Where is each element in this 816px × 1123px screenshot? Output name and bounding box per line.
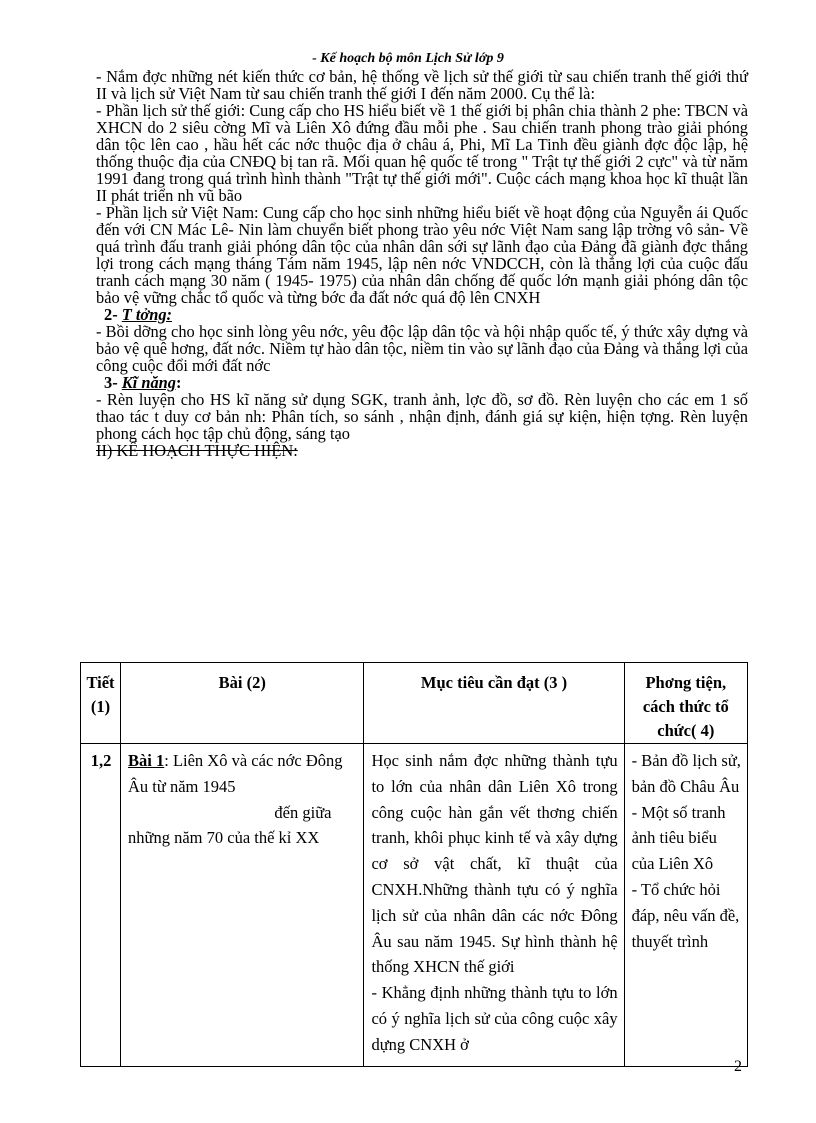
section-number: 3- <box>104 373 122 392</box>
document-header: - Kế hoạch bộ môn Lịch Sử lớp 9 <box>312 51 504 66</box>
section-number: 2- <box>104 305 122 324</box>
paragraph-skills: - Rèn luyện cho HS kĩ năng sử dụng SGK, tranh ảnh, lợc đồ, sơ đồ. Rèn luyện cho các em 1 số thao tác t duy cơ bản nh: Phân tích, so sánh , nhận định, đánh giá sự kiện, hiện tợng. Rèn luyện phong cách học tập chủ động, sáng tạo <box>96 390 748 443</box>
cell-tiet: 1,2 <box>81 744 121 1067</box>
table-row <box>81 744 748 1067</box>
paragraph-overview: - Nắm đợc những nét kiến thức cơ bản, hệ thống về lịch sử thế giới từ sau chiến tranh thế giới thứ II và lịch sử Việt Nam từ sau chiến tranh thế giới I đến năm 2000. Cụ thể là: <box>96 67 748 103</box>
muc-tieu-text1: Học sinh nắm đợc những thành tựu to lớn của nhân dân Liên Xô trong công cuộc hàn gắn vết thơng chiến tranh, khôi phục kinh tế và xây dựng cơ sở vật chất, kĩ thuật của CNXH.Những thành tựu có ý nghĩa lịch sử của nhân dân các nớc Đông Âu sau năm 1945. Sự hình thành hệ thống XHCN thế giới <box>371 751 618 977</box>
section-heading-thought <box>96 306 748 323</box>
section-colon: : <box>175 373 182 392</box>
header-bai: Bài (2) <box>121 663 364 744</box>
section-title: T tởng: <box>121 305 172 324</box>
section-title: Kĩ năng <box>121 373 176 392</box>
paragraph-thought: - Bồi dỡng cho học sinh lòng yêu nớc, yêu độc lập dân tộc và hội nhập quốc tế, ý thức xây dựng và bảo vệ quê hơng, đất nớc. Niềm tự hào dân tộc, niềm tin vào sự lãnh đạo của Đảng và thắng lợi của công cuộc đổi mới đất nớc <box>96 322 748 375</box>
paragraph-world-history: - Phần lịch sử thế giới: Cung cấp cho HS hiểu biết về 1 thế giới bị phân chia thành 2 phe: TBCN và XHCN do 2 siêu cờng Mĩ và Liên Xô đứng đầu mỗi phe . Sau chiến tranh phong trào giải phóng dân tộc lên cao , hầu hết các nớc thuộc địa ở châu á, Phi, Mĩ La Tinh đều giành đợc độc lập, hệ thống thuộc địa của CNĐQ bị tan rã. Mối quan hệ quốc tế trong " Trật tự thế giới 2 cực" và từ năm 1991 đang trong quá trình hình thành "Trật tự thế giới mới". Cuộc cách mạng khoa học kĩ thuật lần II phát triển nh vũ bão <box>96 101 748 205</box>
header-phuong-tien: Phơng tiện, cách thức tổ chức( 4) <box>624 663 747 744</box>
lesson-plan-table <box>80 662 748 1067</box>
cell-phuong-tien <box>624 744 747 1067</box>
phuong-tien-text2: - Tổ chức hỏi đáp, nêu vấn đề, thuyết trình <box>631 879 740 951</box>
document-body <box>96 68 748 459</box>
cell-bai <box>121 744 364 1067</box>
muc-tieu-text2: - Khẳng định những thành tựu to lớn có ý nghĩa lịch sử của công cuộc xây dựng CNXH ở <box>371 983 618 1054</box>
phuong-tien-text1: - Bản đồ lịch sử, bản đồ Châu Âu - Một số tranh ảnh tiêu biểu của Liên Xô <box>631 751 741 874</box>
table-header-row <box>81 663 748 744</box>
bai-label: Bài 1 <box>128 751 165 770</box>
cell-muc-tieu <box>364 744 624 1067</box>
bai-line1: : Liên Xô và các nớc Đông Âu từ năm 1945 <box>128 751 343 796</box>
page-number: 2 <box>734 1058 742 1075</box>
bai-title <box>128 748 357 800</box>
paragraph-vietnam-history: - Phần lịch sử Việt Nam: Cung cấp cho học sinh những hiểu biết về hoạt động của Nguyễn ái Quốc đến với CN Mác Lê- Nin làm chuyển biết phong trào yêu nớc Việt Nam sang lập trờng vô sản- Về quá trình đấu tranh giải phóng dân tộc của nhân dân sới sự lãnh đạo của Đảng đã giành đợc thắng lợi trong cách mạng tháng Tám năm 1945, lập nên nớc VNDCCH, còn là thắng lợi của cuộc đấu tranh cách mạng 30 năm ( 1945- 1975) của nhân dân chống đế quốc lớn mạnh giải phóng dân tộc bảo vệ vững chắc tổ quốc và từng bớc đa đất nớc quá độ lên CNXH <box>96 203 748 307</box>
bai-line2: đến giữa <box>274 802 332 822</box>
section-heading-plan: II) KẾ HOẠCH THỰC HIỆN: <box>96 441 298 460</box>
header-muc-tieu: Mục tiêu cần đạt (3 ) <box>364 663 624 744</box>
bai-line3: những năm 70 của thế kỉ XX <box>128 828 320 848</box>
section-heading-skills <box>96 374 748 391</box>
header-tiet: Tiết (1) <box>81 663 121 744</box>
